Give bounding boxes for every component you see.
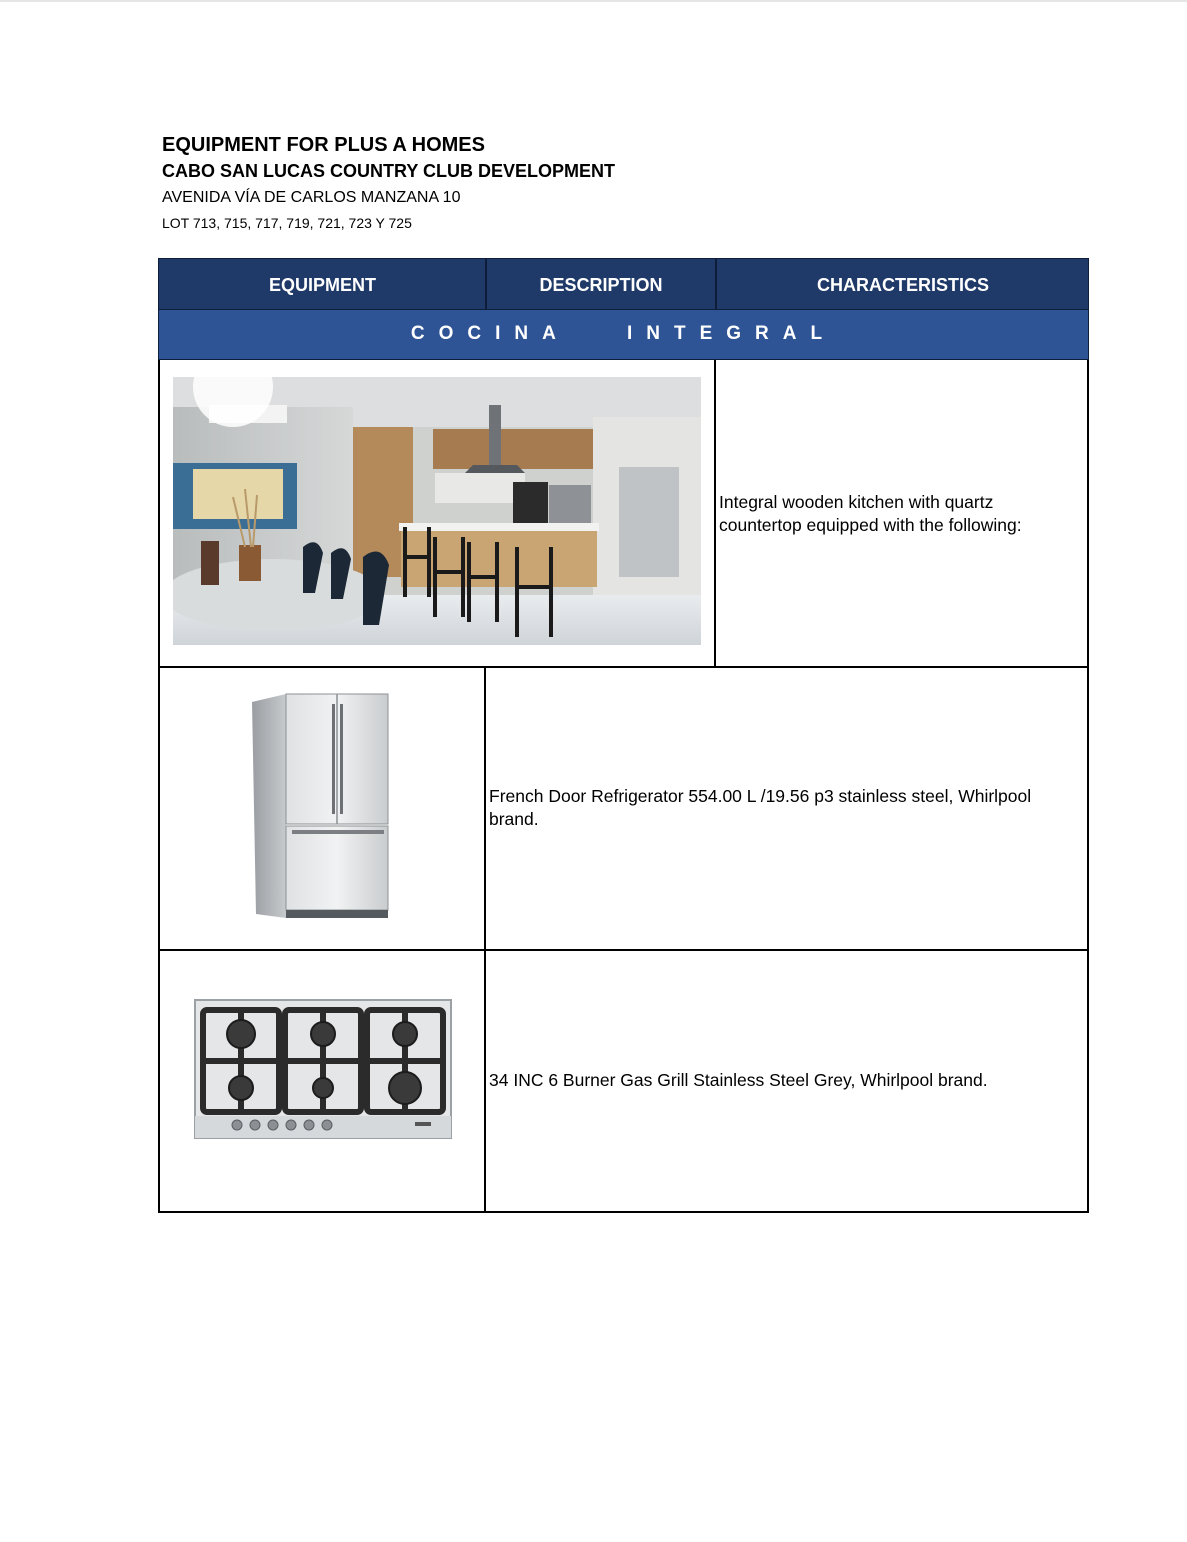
refrigerator-illustration [248, 690, 393, 922]
row-divider [158, 666, 1089, 668]
column-header-characteristics: CHARACTERISTICS [816, 275, 989, 295]
column-divider [714, 360, 716, 668]
refrigerator-image [248, 690, 393, 922]
document-header [162, 132, 615, 235]
table-border-right [1087, 360, 1089, 1213]
development-name: CABO SAN LUCAS COUNTRY CLUB DEVELOPMENT [162, 161, 616, 181]
column-header-equipment: EQUIPMENT [268, 275, 376, 295]
column-divider [484, 666, 486, 1213]
kitchen-render-illustration [173, 377, 701, 645]
table-border-left [158, 360, 160, 1213]
gas-cooktop-illustration [193, 998, 453, 1140]
refrigerator-description: French Door Refrigerator 554.00 L /19.56 p3 stainless steel, Whirlpool brand. [489, 786, 1032, 829]
lot-numbers: LOT 713, 715, 717, 719, 721, 723 Y 725 [162, 215, 412, 231]
table-border-bottom [158, 1211, 1089, 1213]
row-divider [158, 949, 1089, 951]
page-top-rule [0, 0, 1187, 2]
kitchen-render-image [173, 377, 701, 645]
kitchen-characteristics: Integral wooden kitchen with quartz countertop equipped with the following: [719, 492, 1022, 535]
document-title: EQUIPMENT FOR PLUS A HOMES [162, 134, 485, 156]
section-cocina-integral: COCINA INTEGRAL [158, 310, 1089, 360]
address-line: AVENIDA VÍA DE CARLOS MANZANA 10 [162, 189, 461, 206]
gas-cooktop-image [193, 998, 453, 1140]
table-header-row [158, 258, 1089, 310]
cooktop-description: 34 INC 6 Burner Gas Grill Stainless Steel Grey, Whirlpool brand. [489, 1070, 988, 1090]
column-header-description: DESCRIPTION [539, 275, 663, 295]
